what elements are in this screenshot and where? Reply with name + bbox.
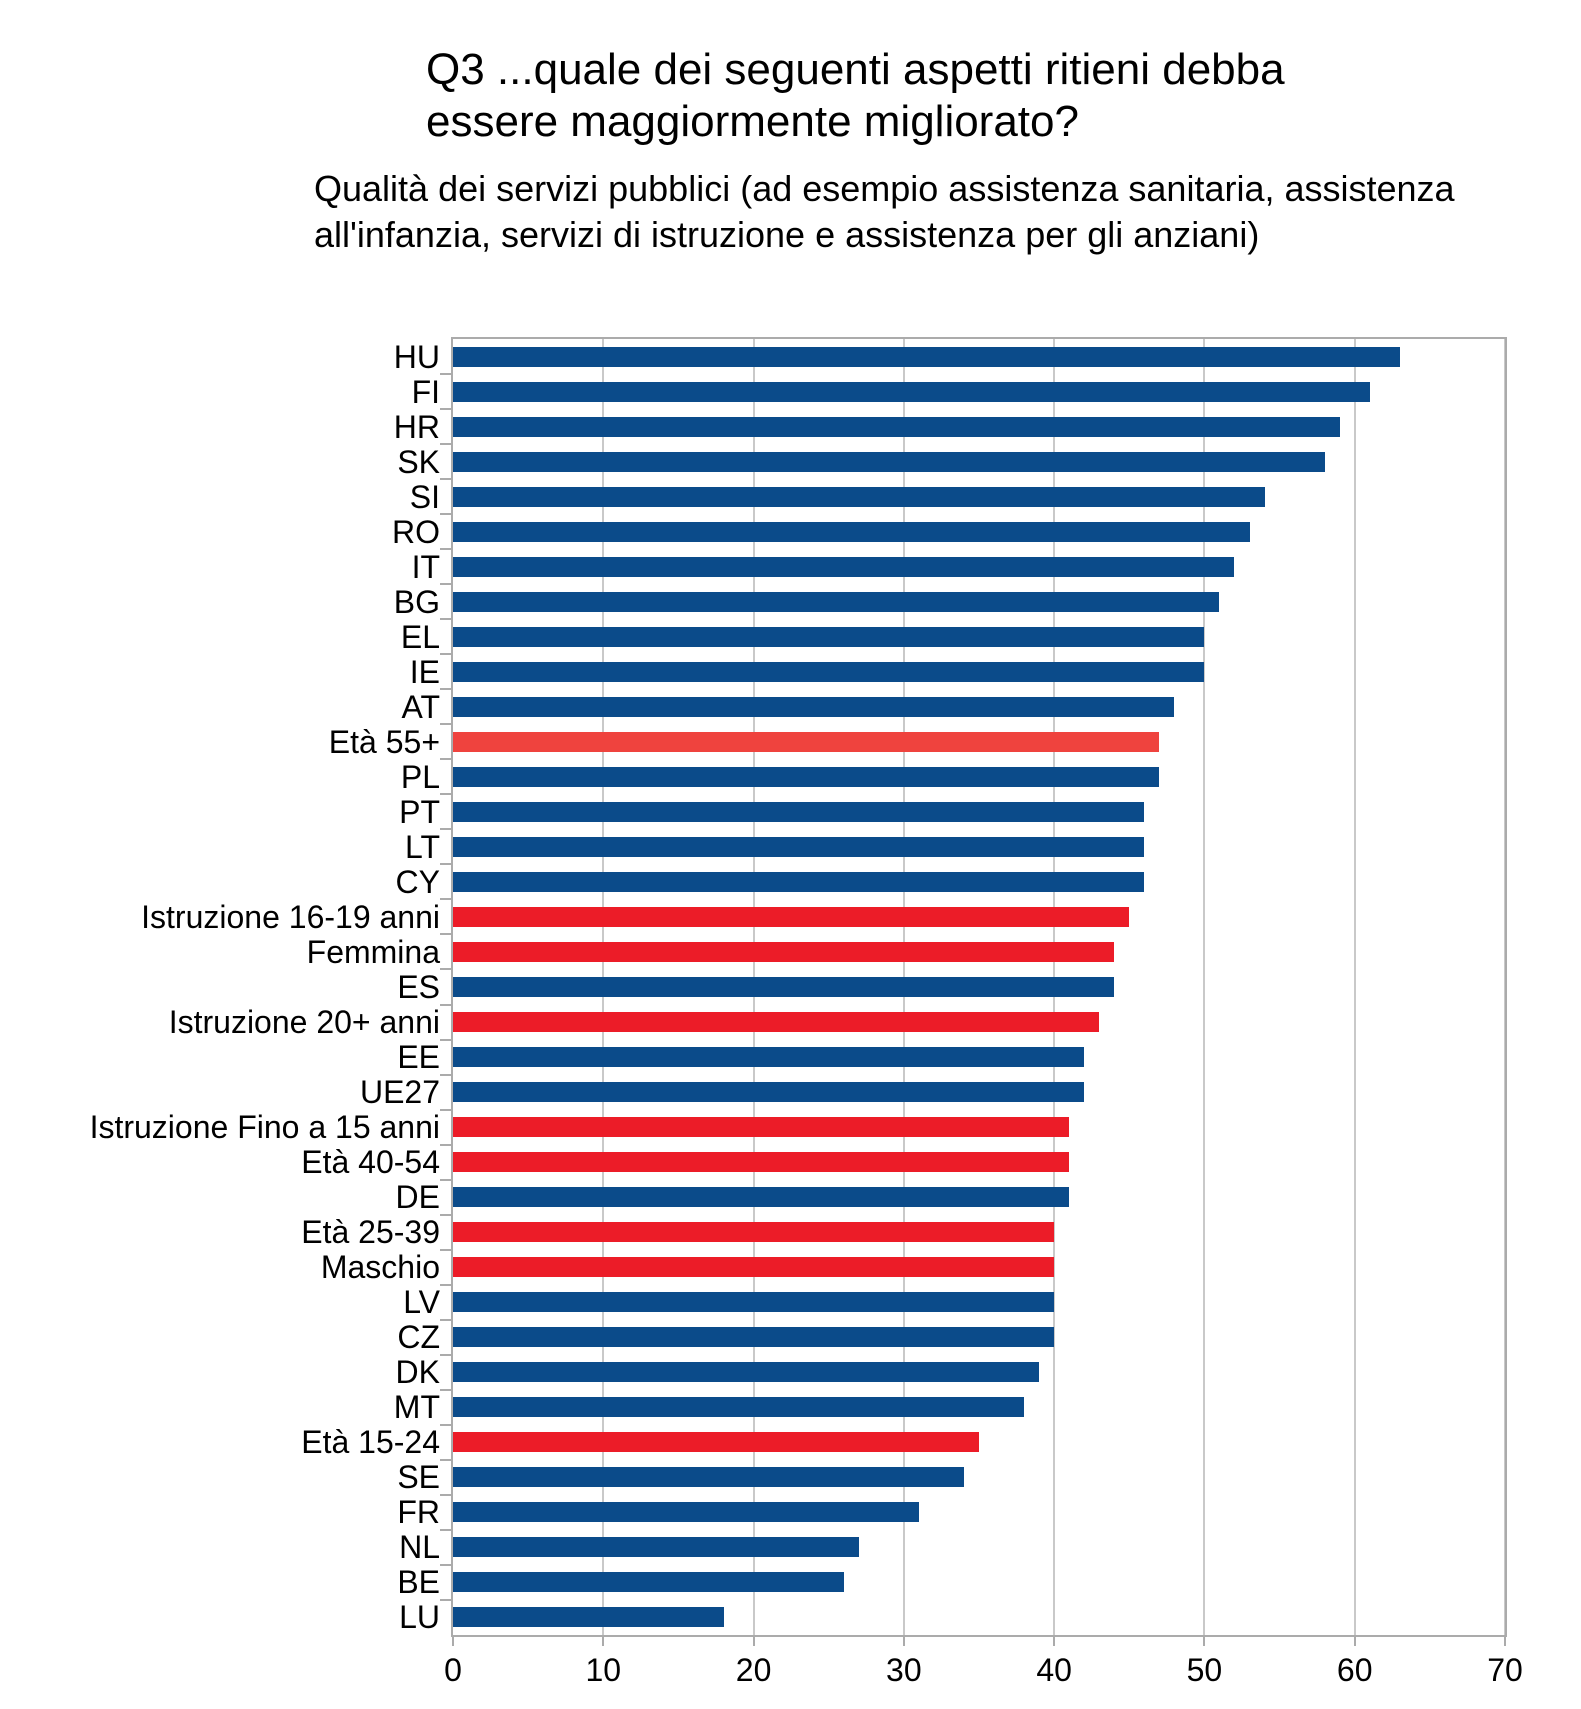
category-label-ro: RO xyxy=(392,513,440,550)
y-axis-tick-22 xyxy=(440,1109,452,1111)
bar-pl xyxy=(453,767,1159,787)
chart-title xyxy=(426,44,1285,148)
y-axis-tick-16 xyxy=(440,898,452,900)
y-axis-tick-24 xyxy=(440,1179,452,1181)
category-label-ue27: UE27 xyxy=(359,1074,440,1111)
x-axis-label-10: 10 xyxy=(585,1652,622,1688)
bar-istruzione-16-19-anni xyxy=(453,907,1129,927)
y-axis-tick-29 xyxy=(440,1354,452,1356)
y-axis-tick-15 xyxy=(440,863,452,865)
category-label-si: SI xyxy=(409,478,440,515)
bar-ro xyxy=(453,522,1250,542)
y-axis-tick-19 xyxy=(440,1004,452,1006)
bar-fr xyxy=(453,1502,919,1522)
bar-istruzione-fino-a-15-anni xyxy=(453,1117,1069,1137)
category-label-pt: PT xyxy=(399,793,440,830)
chart-subtitle xyxy=(314,166,1455,258)
y-axis-tick-3 xyxy=(440,443,452,445)
y-axis-tick-23 xyxy=(440,1144,452,1146)
y-axis-tick-12 xyxy=(440,758,452,760)
category-label-ie: IE xyxy=(409,653,440,690)
bar-cz xyxy=(453,1327,1054,1347)
x-axis-label-20: 20 xyxy=(735,1652,772,1688)
bar-et-25-39 xyxy=(453,1222,1054,1242)
category-label-fi: FI xyxy=(411,373,440,410)
y-axis-tick-30 xyxy=(440,1389,452,1391)
y-axis-tick-33 xyxy=(440,1494,452,1496)
category-label-fr: FR xyxy=(397,1494,440,1531)
chart-title-line2: essere maggiormente migliorato? xyxy=(426,97,1079,146)
bar-fi xyxy=(453,382,1370,402)
bar-femmina xyxy=(453,942,1114,962)
category-label-et-55: Età 55+ xyxy=(328,723,440,760)
category-label-cz: CZ xyxy=(397,1319,440,1356)
bar-ie xyxy=(453,662,1204,682)
category-label-et-25-39: Età 25-39 xyxy=(301,1214,440,1251)
category-label-femmina: Femmina xyxy=(306,933,440,970)
category-label-se: SE xyxy=(397,1459,440,1496)
category-label-dk: DK xyxy=(395,1354,440,1391)
bar-lt xyxy=(453,837,1144,857)
category-label-be: BE xyxy=(397,1564,440,1601)
bar-maschio xyxy=(453,1257,1054,1277)
bar-lu xyxy=(453,1607,724,1627)
y-axis-tick-27 xyxy=(440,1284,452,1286)
category-label-es: ES xyxy=(397,969,440,1005)
y-axis-tick-18 xyxy=(440,968,452,970)
category-label-et-15-24: Età 15-24 xyxy=(301,1424,440,1461)
bar-nl xyxy=(453,1537,859,1557)
bar-el xyxy=(453,627,1204,647)
x-axis-line xyxy=(451,1635,1507,1637)
x-axis-label-60: 60 xyxy=(1336,1652,1373,1688)
bar-de xyxy=(453,1187,1069,1207)
y-axis-tick-10 xyxy=(440,688,452,690)
bar-be xyxy=(453,1572,844,1592)
bar-lv xyxy=(453,1292,1054,1312)
y-axis-tick-17 xyxy=(440,933,452,935)
category-label-hr: HR xyxy=(393,408,440,445)
bar-it xyxy=(453,557,1234,577)
y-axis-tick-20 xyxy=(440,1039,452,1041)
y-axis-tick-11 xyxy=(440,723,452,725)
bar-ue27 xyxy=(453,1082,1084,1102)
bar-et-40-54 xyxy=(453,1152,1069,1172)
category-label-sk: SK xyxy=(397,443,440,480)
y-axis-tick-25 xyxy=(440,1214,452,1216)
bar-istruzione-20-anni xyxy=(453,1012,1099,1032)
bar-at xyxy=(453,697,1174,717)
category-label-pl: PL xyxy=(400,758,440,795)
category-label-istruzione-fino-a-15-anni: Istruzione Fino a 15 anni xyxy=(89,1109,440,1146)
category-label-mt: MT xyxy=(393,1389,440,1426)
y-axis-tick-13 xyxy=(440,793,452,795)
plot-border-top xyxy=(453,337,1505,339)
y-axis-tick-14 xyxy=(440,828,452,830)
chart-subtitle-line1: Qualità dei servizi pubblici (ad esempio assistenza sanitaria, assistenza xyxy=(314,168,1455,209)
y-axis-tick-6 xyxy=(440,548,452,550)
y-axis-tick-34 xyxy=(440,1529,452,1531)
y-axis-tick-31 xyxy=(440,1424,452,1426)
category-label-at: AT xyxy=(401,688,440,725)
y-axis-tick-21 xyxy=(440,1074,452,1076)
bar-ee xyxy=(453,1047,1084,1067)
x-axis-label-70: 70 xyxy=(1487,1652,1523,1688)
bar-dk xyxy=(453,1362,1039,1382)
chart-title-line1: Q3 ...quale dei seguenti aspetti ritieni debba xyxy=(426,45,1285,94)
category-label-de: DE xyxy=(395,1179,440,1216)
plot-border-right xyxy=(1505,337,1507,1637)
y-axis-tick-28 xyxy=(440,1319,452,1321)
bar-hr xyxy=(453,417,1340,437)
category-label-ee: EE xyxy=(397,1039,440,1076)
bar-hu xyxy=(453,347,1400,367)
y-axis-tick-1 xyxy=(440,373,452,375)
bar-et-55 xyxy=(453,732,1159,752)
x-axis-label-50: 50 xyxy=(1186,1652,1223,1688)
category-label-istruzione-20-anni: Istruzione 20+ anni xyxy=(168,1004,440,1041)
bar-pt xyxy=(453,802,1144,822)
y-axis-tick-36 xyxy=(440,1599,452,1601)
category-label-et-40-54: Età 40-54 xyxy=(301,1144,440,1181)
category-label-lt: LT xyxy=(405,828,440,865)
category-label-maschio: Maschio xyxy=(320,1249,440,1286)
category-label-cy: CY xyxy=(395,863,440,900)
category-label-nl: NL xyxy=(399,1529,440,1566)
category-label-bg: BG xyxy=(393,583,440,620)
y-axis-tick-8 xyxy=(440,618,452,620)
x-axis-label-40: 40 xyxy=(1036,1652,1072,1688)
y-axis-tick-9 xyxy=(440,653,452,655)
bar-et-15-24 xyxy=(453,1432,979,1452)
y-axis-tick-35 xyxy=(440,1564,452,1566)
y-axis-tick-7 xyxy=(440,583,452,585)
category-label-lu: LU xyxy=(399,1599,440,1636)
bar-se xyxy=(453,1467,964,1487)
category-label-lv: LV xyxy=(403,1284,440,1321)
bar-cy xyxy=(453,872,1144,892)
y-axis-tick-4 xyxy=(440,478,452,480)
y-axis-tick-2 xyxy=(440,408,452,410)
bar-bg xyxy=(453,592,1219,612)
gridline-60 xyxy=(1354,339,1356,1635)
y-axis-tick-32 xyxy=(440,1459,452,1461)
category-label-it: IT xyxy=(411,548,440,585)
x-axis-label-30: 30 xyxy=(886,1652,922,1688)
bar-si xyxy=(453,487,1265,507)
bar-sk xyxy=(453,452,1325,472)
bar-es xyxy=(453,977,1114,997)
y-axis-tick-26 xyxy=(440,1249,452,1251)
chart-subtitle-line2: all'infanzia, servizi di istruzione e assistenza per gli anziani) xyxy=(314,214,1260,255)
category-label-el: EL xyxy=(400,618,440,655)
category-label-hu: HU xyxy=(393,338,440,375)
bar-mt xyxy=(453,1397,1024,1417)
x-axis-label-0: 0 xyxy=(444,1652,462,1688)
y-axis-tick-5 xyxy=(440,513,452,515)
category-label-istruzione-16-19-anni: Istruzione 16-19 anni xyxy=(141,898,440,935)
